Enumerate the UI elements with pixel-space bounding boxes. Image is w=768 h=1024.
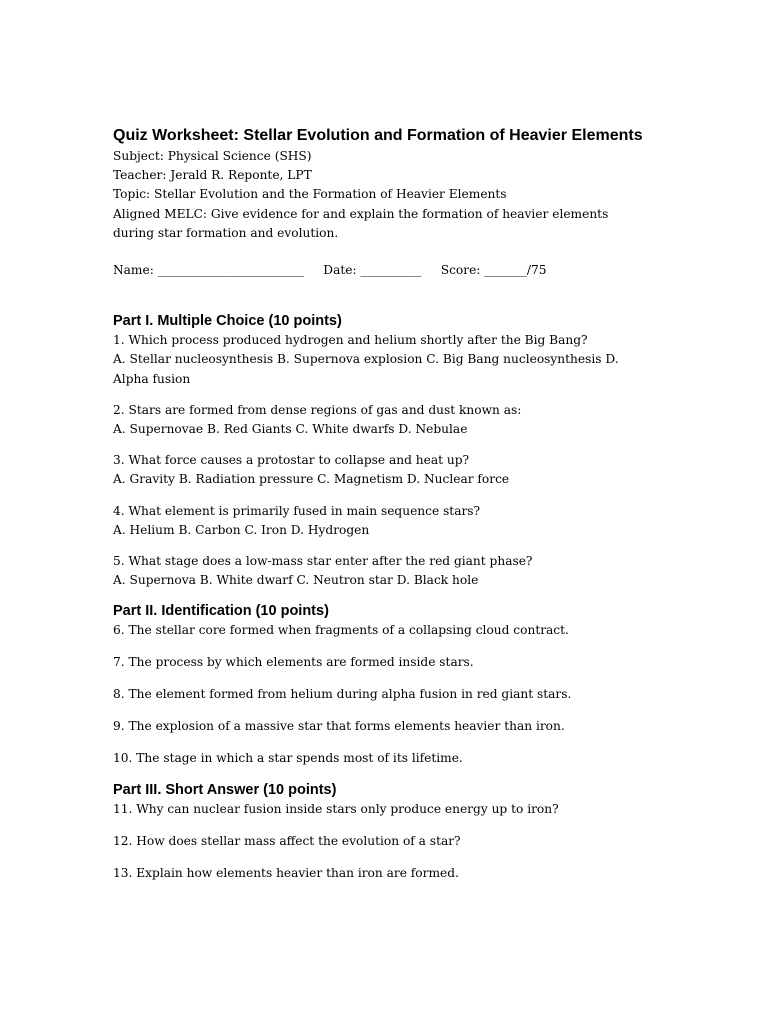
choices-text: A. Supernova B. White dwarf C. Neutron star D. Black hole xyxy=(113,573,479,588)
part3-section xyxy=(113,780,643,883)
identification-item: 9. The explosion of a massive star that forms elements heavier than iron. xyxy=(113,719,565,734)
identification-item: 6. The stellar core formed when fragments of a collapsing cloud contract. xyxy=(113,623,569,638)
question-text: 1. Which process produced hydrogen and helium shortly after the Big Bang? xyxy=(113,333,588,348)
mc-question xyxy=(113,451,643,489)
part3-heading: Part III. Short Answer (10 points) xyxy=(113,781,337,798)
mc-question xyxy=(113,401,643,439)
short-answer-item: 12. How does stellar mass affect the evolution of a star? xyxy=(113,833,461,848)
identification-item: 7. The process by which elements are formed inside stars. xyxy=(113,655,474,670)
question-text: 4. What element is primarily fused in main sequence stars? xyxy=(113,503,481,518)
question-text: 3. What force causes a protostar to collapse and heat up? xyxy=(113,453,470,468)
melc-line: Aligned MELC: Give evidence for and explain the formation of heavier elements during star formation and evolution. xyxy=(113,206,609,240)
subject-line: Subject: Physical Science (SHS) xyxy=(113,149,312,163)
question-text: 2. Stars are formed from dense regions of gas and dust known as: xyxy=(113,402,522,417)
short-answer-item: 13. Explain how elements heavier than iron are formed. xyxy=(113,865,459,880)
identification-item: 10. The stage in which a star spends most of its lifetime. xyxy=(113,751,463,766)
choices-text: A. Helium B. Carbon C. Iron D. Hydrogen xyxy=(113,522,370,537)
worksheet-page xyxy=(113,124,643,883)
choices-text: A. Supernovae B. Red Giants C. White dwarfs D. Nebulae xyxy=(113,422,468,437)
part1-section xyxy=(113,311,643,590)
part2-section xyxy=(113,601,643,768)
topic-line: Topic: Stellar Evolution and the Formation of Heavier Elements xyxy=(113,187,507,202)
mc-question xyxy=(113,331,643,389)
mc-question xyxy=(113,502,643,540)
question-text: 5. What stage does a low-mass star enter after the red giant phase? xyxy=(113,554,533,569)
mc-question xyxy=(113,552,643,590)
teacher-line: Teacher: Jerald R. Reponte, LPT xyxy=(113,168,312,183)
document-title: Quiz Worksheet: Stellar Evolution and Formation of Heavier Elements xyxy=(113,127,643,144)
name-date-score-line: Name: ________________________ Date: __________ Score: _______/75 xyxy=(113,263,547,278)
part2-heading: Part II. Identification (10 points) xyxy=(113,603,329,620)
part1-heading: Part I. Multiple Choice (10 points) xyxy=(113,313,342,330)
short-answer-item: 11. Why can nuclear fusion inside stars only produce energy up to iron? xyxy=(113,801,559,816)
identification-item: 8. The element formed from helium during alpha fusion in red giant stars. xyxy=(113,687,572,702)
choices-text: A. Stellar nucleosynthesis B. Supernova explosion C. Big Bang nucleosynthesis D. Alpha fusion xyxy=(113,352,619,386)
choices-text: A. Gravity B. Radiation pressure C. Magnetism D. Nuclear force xyxy=(113,472,510,487)
